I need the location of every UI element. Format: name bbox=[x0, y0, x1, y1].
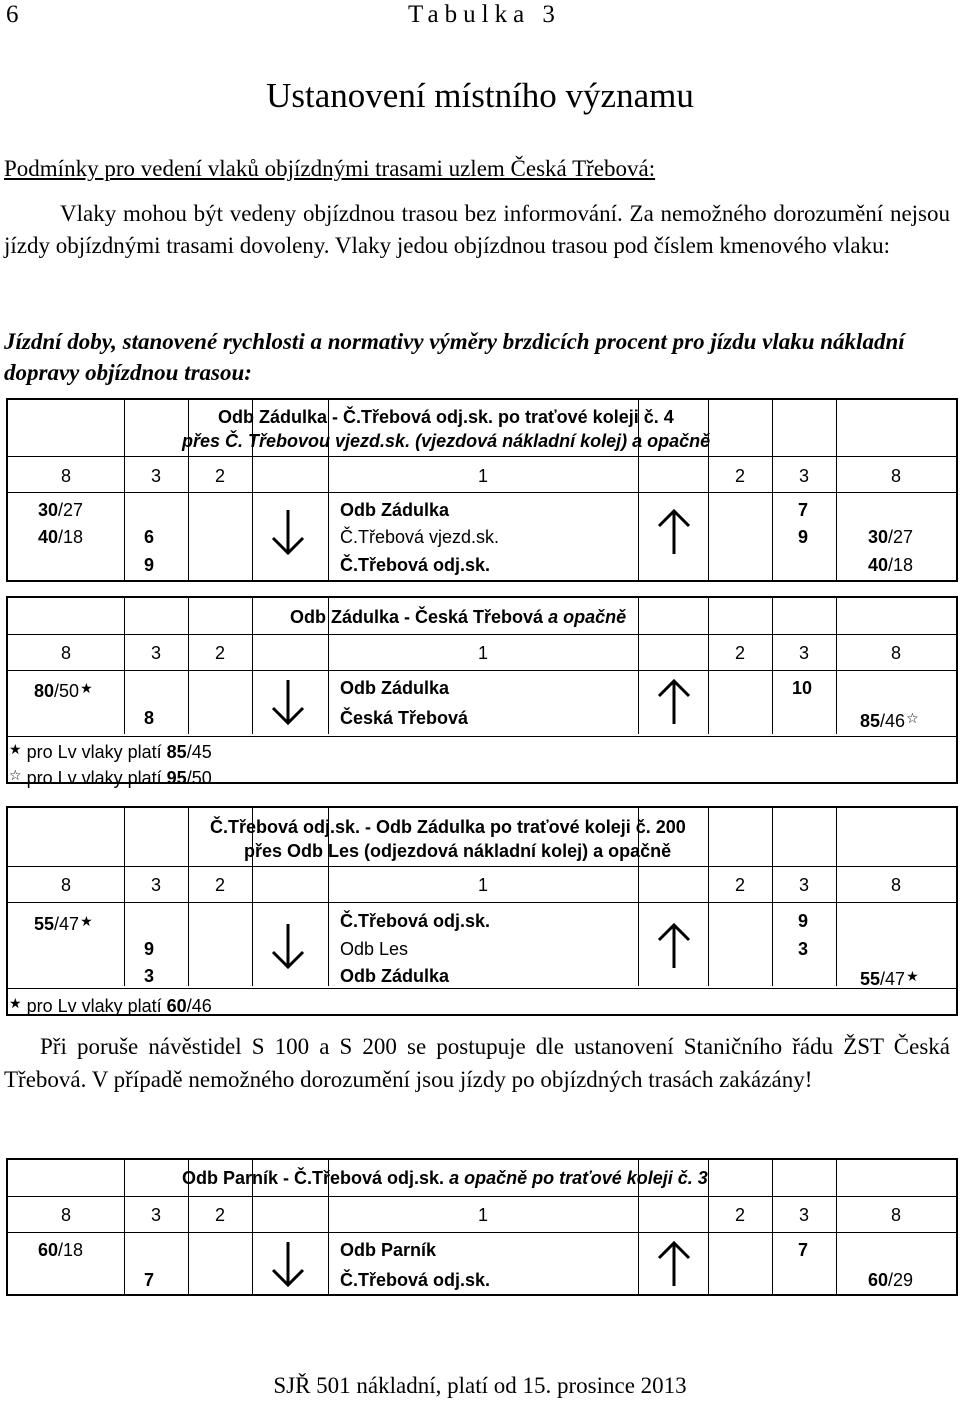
col-header-1: 1 bbox=[477, 1205, 488, 1225]
col-header-2: 2 bbox=[214, 875, 225, 895]
running-time: 7 bbox=[798, 1240, 809, 1260]
arrow-down-icon bbox=[270, 508, 306, 556]
col-header-2: 2 bbox=[734, 466, 745, 486]
table-label: Tabulka 3 bbox=[408, 1, 561, 28]
timetable-heading: Jízdní doby, stanovené rychlosti a normativy výměry brzdicích procent pro jízdu vlaku nákladní dopravy objízdnou trasou: bbox=[4, 329, 905, 385]
footnote: ★ pro Lv vlaky platí 60/46 bbox=[9, 995, 212, 1016]
running-time: 9 bbox=[798, 527, 809, 547]
running-time: 7 bbox=[798, 500, 809, 520]
col-header-8: 8 bbox=[60, 643, 71, 663]
col-header-8: 8 bbox=[890, 875, 901, 895]
arrow-down-icon bbox=[270, 678, 306, 726]
page-title: Ustanovení místního významu bbox=[266, 76, 694, 115]
col-header-3: 3 bbox=[798, 875, 809, 895]
col-header-8: 8 bbox=[890, 1205, 901, 1225]
station-name: Česká Třebová bbox=[340, 708, 469, 728]
footnote: ☆ pro Lv vlaky platí 95/50 bbox=[9, 767, 212, 788]
arrow-down-icon bbox=[270, 922, 306, 970]
speed-value: 40/18 bbox=[868, 555, 914, 575]
arrow-up-icon bbox=[656, 678, 692, 726]
route-table-zadulka-ceska-trebova bbox=[6, 596, 958, 788]
col-header-2: 2 bbox=[734, 875, 745, 895]
col-header-3: 3 bbox=[798, 466, 809, 486]
arrow-up-icon bbox=[656, 508, 692, 556]
col-header-8: 8 bbox=[60, 466, 71, 486]
station-name: Odb Parník bbox=[340, 1240, 437, 1260]
station-name: Č.Třebová odj.sk. bbox=[340, 911, 491, 931]
speed-value: 85/46☆ bbox=[860, 710, 919, 731]
route-table-odb-parnik bbox=[6, 1158, 958, 1296]
section-subheading: Podmínky pro vedení vlaků objízdnými trasami uzlem Česká Třebová: bbox=[4, 156, 656, 181]
arrow-down-icon bbox=[270, 1240, 306, 1288]
col-header-3: 3 bbox=[798, 1205, 809, 1225]
col-header-8: 8 bbox=[890, 466, 901, 486]
col-header-3: 3 bbox=[150, 1205, 161, 1225]
running-time: 7 bbox=[144, 1270, 155, 1290]
station-name: Č.Třebová vjezd.sk. bbox=[340, 527, 500, 547]
running-time: 3 bbox=[144, 966, 155, 986]
station-name: Č.Třebová odj.sk. bbox=[340, 555, 491, 575]
col-header-1: 1 bbox=[477, 875, 488, 895]
page-number: 6 bbox=[6, 1, 19, 28]
page-footer: SJŘ 501 nákladní, platí od 15. prosince 2013 bbox=[273, 1373, 687, 1398]
col-header-2: 2 bbox=[214, 466, 225, 486]
arrow-up-icon bbox=[656, 922, 692, 970]
running-time: 9 bbox=[144, 939, 155, 959]
running-time: 9 bbox=[144, 555, 155, 575]
signal-failure-note: Při poruše návěstidel S 100 a S 200 se postupuje dle ustanovení Staničního řádu ŽST Česká Třebová. V případě nemožného dorozumění jsou jízdy po objízdných trasách zakázány! bbox=[4, 1034, 950, 1092]
table-title: Odb Zádulka - Česká Třebová a opačně bbox=[290, 607, 627, 627]
speed-value: 55/47★ bbox=[860, 968, 919, 989]
station-name: Odb Zádulka bbox=[340, 966, 450, 986]
route-table-odb-les-track-200 bbox=[6, 806, 958, 1016]
table-title-line2: přes Odb Les (odjezdová nákladní kolej) a opačně bbox=[244, 841, 672, 861]
col-header-8: 8 bbox=[60, 875, 71, 895]
col-header-1: 1 bbox=[477, 643, 488, 663]
speed-value: 60/29 bbox=[868, 1270, 914, 1290]
col-header-2: 2 bbox=[734, 1205, 745, 1225]
col-header-3: 3 bbox=[150, 875, 161, 895]
col-header-3: 3 bbox=[150, 643, 161, 663]
col-header-1: 1 bbox=[477, 466, 488, 486]
col-header-3: 3 bbox=[798, 643, 809, 663]
col-header-8: 8 bbox=[60, 1205, 71, 1225]
col-header-2: 2 bbox=[214, 1205, 225, 1225]
speed-value: 40/18 bbox=[38, 527, 84, 547]
station-name: Odb Les bbox=[340, 939, 409, 959]
station-name: Odb Zádulka bbox=[340, 500, 450, 520]
running-time: 3 bbox=[798, 939, 809, 959]
route-table-zadulka-track-4 bbox=[6, 398, 958, 582]
running-time: 6 bbox=[144, 527, 155, 547]
station-name: Č.Třebová odj.sk. bbox=[340, 1270, 491, 1290]
table-title: Odb Parník - Č.Třebová odj.sk. a opačně po traťové koleji č. 3 bbox=[182, 1168, 708, 1188]
running-time: 8 bbox=[144, 708, 155, 728]
speed-value: 55/47★ bbox=[34, 913, 93, 934]
table-title-line2: přes Č. Třebovou vjezd.sk. (vjezdová nákladní kolej) a opačně bbox=[182, 431, 711, 451]
col-header-2: 2 bbox=[214, 643, 225, 663]
speed-value: 60/18 bbox=[38, 1240, 84, 1260]
col-header-2: 2 bbox=[734, 643, 745, 663]
running-time: 9 bbox=[798, 911, 809, 931]
table-title-line1: Odb Zádulka - Č.Třebová odj.sk. po traťové koleji č. 4 bbox=[218, 407, 674, 427]
arrow-up-icon bbox=[656, 1240, 692, 1288]
speed-value: 30/27 bbox=[38, 500, 84, 520]
speed-value: 30/27 bbox=[868, 527, 914, 547]
station-name: Odb Zádulka bbox=[340, 678, 450, 698]
col-header-3: 3 bbox=[150, 466, 161, 486]
footnote: ★ pro Lv vlaky platí 85/45 bbox=[9, 741, 212, 762]
table-title-line1: Č.Třebová odj.sk. - Odb Zádulka po traťové koleji č. 200 bbox=[210, 817, 686, 837]
intro-paragraph: Vlaky mohou být vedeny objízdnou trasou bez informování. Za nemožného dorozumění nejsou jízdy objízdnými trasami dovoleny. Vlaky jedou objízdnou trasou pod číslem kmenového vlaku: bbox=[4, 201, 950, 258]
running-time: 10 bbox=[792, 678, 813, 698]
col-header-8: 8 bbox=[890, 643, 901, 663]
speed-value: 80/50★ bbox=[34, 680, 93, 701]
